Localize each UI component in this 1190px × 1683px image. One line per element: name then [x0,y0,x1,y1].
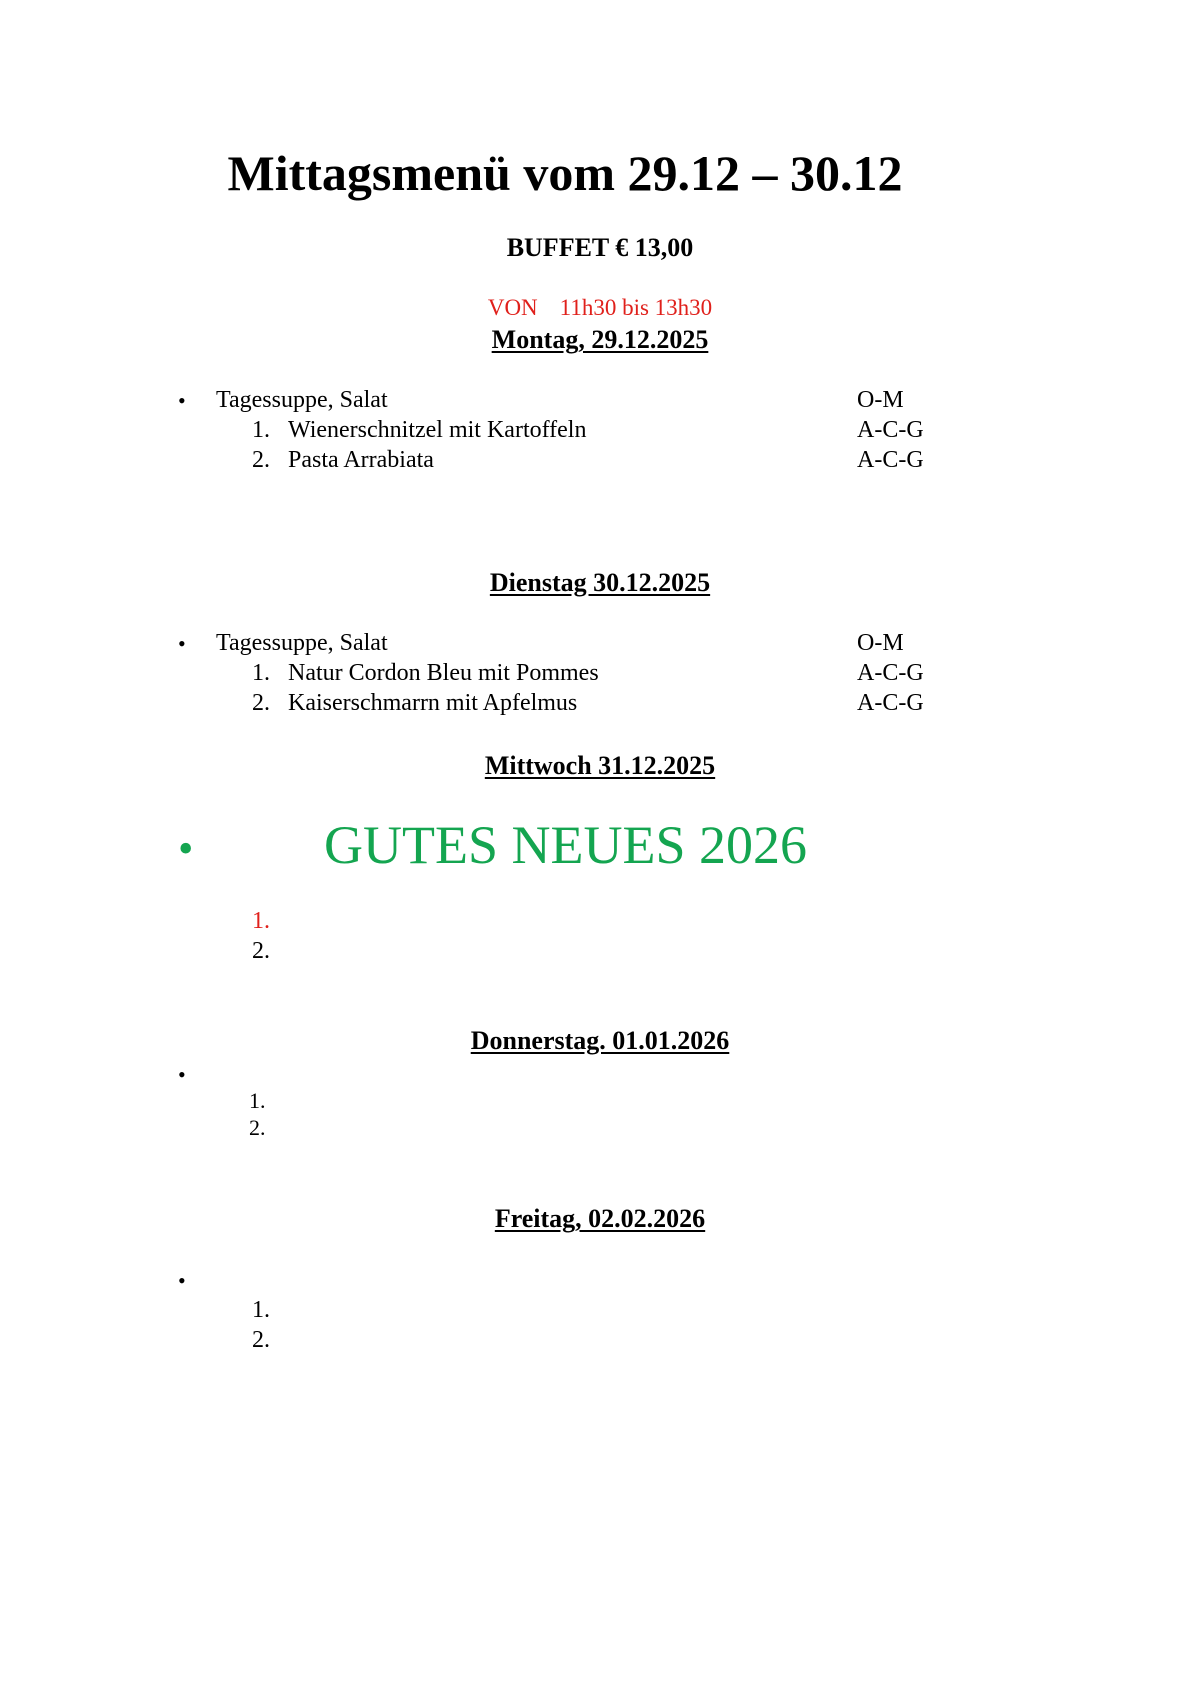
item-number: 1. [252,1297,270,1323]
soup-label: Tagessuppe, Salat [216,630,388,656]
item-number: 2. [252,1327,270,1353]
item-number: 2. [252,447,270,473]
item-number: 1. [252,660,270,686]
dish-label: Wienerschnitzel mit Kartoffeln [288,417,587,443]
day-heading-wednesday: Mittwoch 31.12.2025 [484,751,716,780]
buffet-price: BUFFET € 13,00 [506,233,694,262]
item-number: 1. [249,1088,266,1113]
day-heading-monday: Montag, 29.12.2025 [491,325,709,354]
bullet-icon: • [178,1268,186,1293]
opening-hours-range: 11h30 bis 13h30 [559,295,713,320]
day-heading-tuesday: Dienstag 30.12.2025 [489,568,711,597]
dish-label: Kaiserschmarrn mit Apfelmus [288,690,578,716]
item-number: 2. [252,938,270,964]
day-heading-thursday: Donnerstag. 01.01.2026 [470,1026,730,1055]
dish-label: Natur Cordon Bleu mit Pommes [288,660,599,686]
bullet-icon: • [178,388,186,413]
allergen-code: A-C-G [857,660,924,686]
page-title: Mittagsmenü vom 29.12 – 30.12 [227,145,903,201]
item-number: 1. [252,417,270,443]
bullet-icon: • [178,631,186,656]
new-year-greeting: GUTES NEUES 2026 [324,815,807,875]
item-number: 2. [249,1115,266,1140]
allergen-code: A-C-G [857,690,924,716]
allergen-code: O-M [857,630,904,656]
allergen-code: O-M [857,387,904,413]
opening-hours-von: VON [487,295,538,320]
allergen-code: A-C-G [857,417,924,443]
opening-hours [0,294,1190,322]
allergen-code: A-C-G [857,447,924,473]
dish-label: Pasta Arrabiata [288,447,434,473]
item-number: 2. [252,690,270,716]
day-heading-friday: Freitag, 02.02.2026 [494,1204,706,1233]
bullet-icon: • [178,824,194,873]
item-number: 1. [252,908,270,934]
soup-label: Tagessuppe, Salat [216,387,388,413]
bullet-icon: • [178,1062,186,1087]
